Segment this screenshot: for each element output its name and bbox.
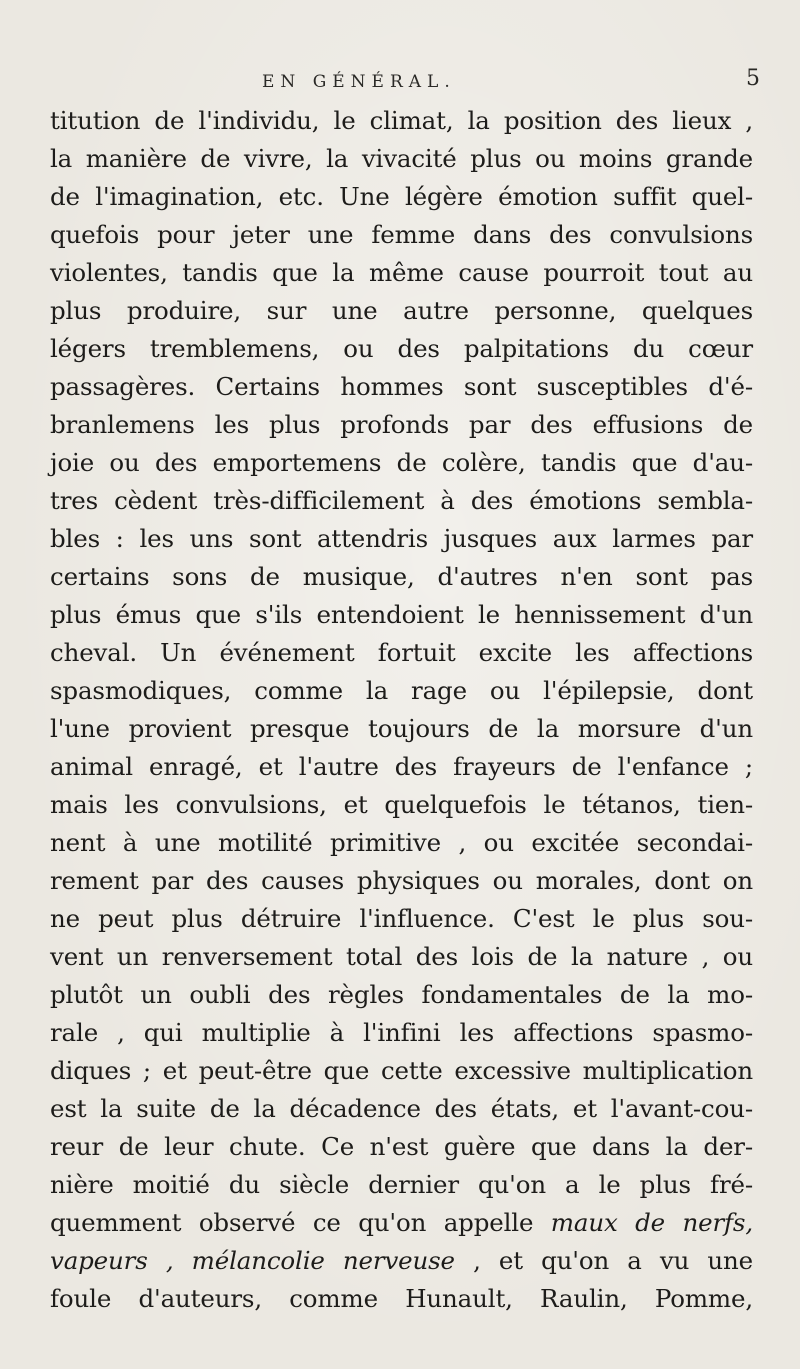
text-line: titution de l'individu, le climat, la position des lieux , (50, 106, 753, 135)
text-line: joie ou des emportemens de colère, tandis que d'au- (50, 448, 753, 477)
italic-run: vapeurs , mélancolie nerveuse (50, 1246, 455, 1275)
text-line: cheval. Un événement fortuit excite les affections (50, 638, 753, 667)
text-line: animal enragé, et l'autre des frayeurs de l'enfance ; (50, 752, 753, 781)
text-line: diques ; et peut-être que cette excessive multiplication (50, 1056, 753, 1085)
text-line: bles : les uns sont attendris jusques aux larmes par (50, 524, 753, 553)
page-number: 5 (746, 66, 760, 91)
text-line: de l'imagination, etc. Une légère émotion suffit quel- (50, 182, 753, 211)
text-line: plutôt un oubli des règles fondamentales de la mo- (50, 980, 753, 1009)
text-line: passagères. Certains hommes sont susceptibles d'é- (50, 372, 753, 401)
text-line: plus produire, sur une autre personne, quelques (50, 296, 753, 325)
text-line: nent à une motilité primitive , ou excitée secondai- (50, 828, 753, 857)
running-head (0, 66, 800, 102)
running-head-title: EN GÉNÉRAL. (262, 72, 456, 92)
text-line: plus émus que s'ils entendoient le hennissement d'un (50, 600, 753, 629)
text-line: violentes, tandis que la même cause pourroit tout au (50, 258, 753, 287)
text-line: certains sons de musique, d'autres n'en sont pas (50, 562, 753, 591)
text-line: tres cèdent très-difficilement à des émotions sembla- (50, 486, 753, 515)
text-line: foule d'auteurs, comme Hunault, Raulin, Pomme, (50, 1284, 753, 1313)
text-line: la manière de vivre, la vivacité plus ou moins grande (50, 144, 753, 173)
text-line: l'une provient presque toujours de la morsure d'un (50, 714, 753, 743)
text-line: rement par des causes physiques ou morales, dont on (50, 866, 753, 895)
text-line: vent un renversement total des lois de la nature , ou (50, 942, 753, 971)
text-line: rale , qui multiplie à l'infini les affections spasmo- (50, 1018, 753, 1047)
text-line-with-italic (50, 1204, 753, 1242)
text-line: ne peut plus détruire l'influence. C'est le plus sou- (50, 904, 753, 933)
text-line: mais les convulsions, et quelquefois le tétanos, tien- (50, 790, 753, 819)
text-line: quefois pour jeter une femme dans des convulsions (50, 220, 753, 249)
italic-run: maux de nerfs, (550, 1208, 753, 1237)
text-line: nière moitié du siècle dernier qu'on a le plus fré- (50, 1170, 753, 1199)
roman-run: , et qu'on a vu une (454, 1246, 753, 1275)
body-text (50, 102, 753, 1318)
roman-run: quemment observé ce qu'on appelle (50, 1208, 551, 1237)
text-line: légers tremblemens, ou des palpitations du cœur (50, 334, 753, 363)
text-line: branlemens les plus profonds par des effusions de (50, 410, 753, 439)
text-line: reur de leur chute. Ce n'est guère que dans la der- (50, 1132, 753, 1161)
text-line-with-italic (50, 1242, 753, 1280)
text-line: est la suite de la décadence des états, et l'avant-cou- (50, 1094, 753, 1123)
text-line: spasmodiques, comme la rage ou l'épilepsie, dont (50, 676, 753, 705)
